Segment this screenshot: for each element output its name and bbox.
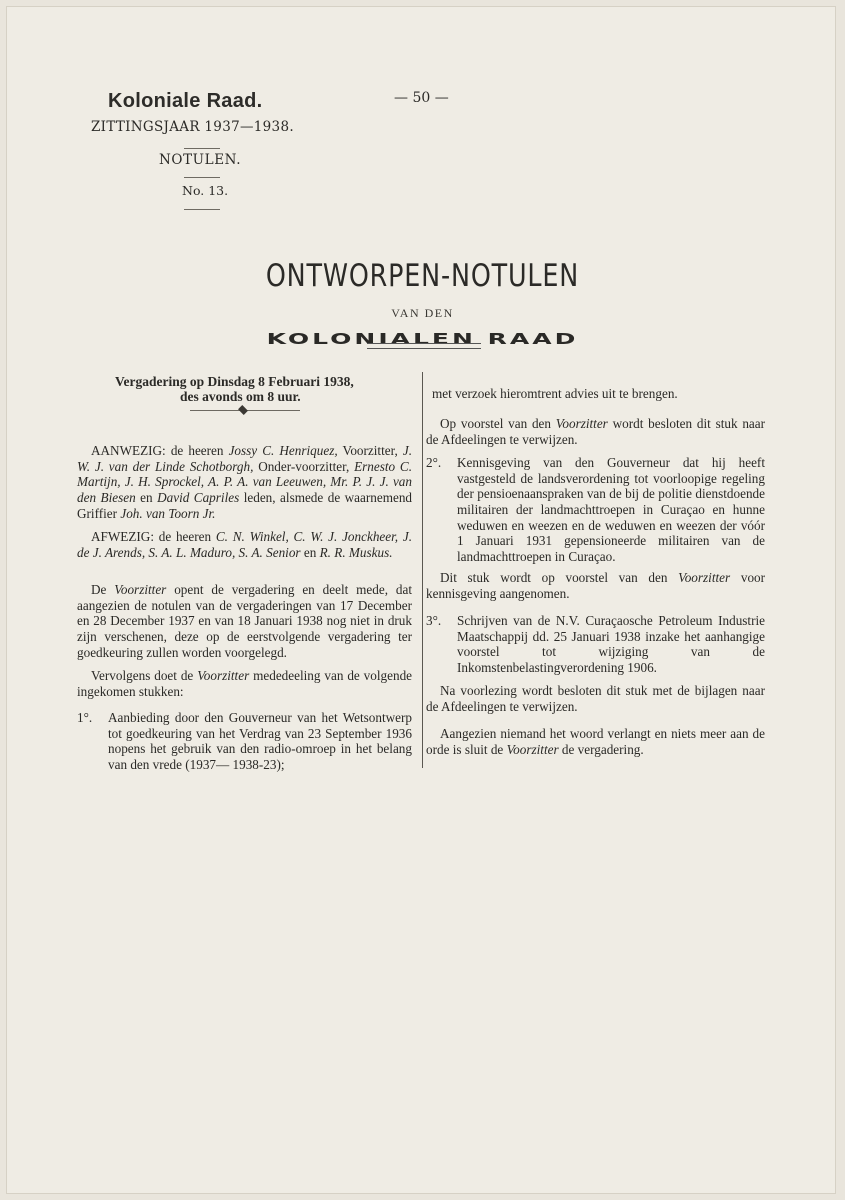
absent-label: AFWEZIG: [91, 529, 154, 545]
present-paragraph: AANWEZIG: de heeren Jossy C. Henriquez, Voorzitter, J. W. J. van der Linde Schotborgh, Onder-voorzitter, Ernesto C. Martijn, J. H. Sprockel, A. P. A. van Leeuwen, Mr. P. J. J. van den Biesen en David Capriles leden, alsmede de waarnemend Griffier Joh. van Toorn Jr. [77, 443, 413, 521]
item-2-decision: Dit stuk wordt op voorstel van den Voorzitter voor kennisgeving aangenomen. [426, 570, 766, 601]
opening-paragraph: De Voorzitter opent de vergadering en deelt mede, dat aangezien de notulen van de vergaderingen van 17 December en 28 December 1937 en van 18 Januari 1938 nog niet in druk zijn verschenen, deze op de eerstvolgende vergadering ter goedkeuring zullen worden voorgelegd. [77, 582, 413, 660]
document-title: ONTWORPEN-NOTULEN [265, 258, 580, 294]
ornate-title-underline [367, 343, 481, 349]
absent-paragraph: AFWEZIG: de heeren C. N. Winkel, C. W. J. Jonckheer, J. de J. Arends, S. A. L. Maduro, S. A. Senior en R. R. Muskus. [77, 529, 413, 560]
closing-paragraph: Aangezien niemand het woord verlangt en niets meer aan de orde is sluit de Voorzitter de vergadering. [426, 726, 765, 757]
meeting-heading-line2: des avonds om 8 uur. [180, 389, 301, 404]
header-rule-2 [184, 177, 220, 178]
item-3-number: 3°. [426, 613, 442, 629]
item-1-decision: Op voorstel van den Voorzitter wordt besloten dit stuk naar de Afdeelingen te verwijzen. [426, 416, 766, 447]
section-label: NOTULEN. [159, 152, 242, 168]
item-3: 3°. Schrijven van de N.V. Curaçaosche Petroleum Industrie Maatschappij dd. 25 Januari 1938 inzake het aanhangige voorstel tot wijziging van de Inkomstenbelastingverordening 1906. [426, 613, 765, 675]
document-subtitle: VAN DEN [391, 306, 454, 320]
item-2: 2°. Kennisgeving van den Gouverneur dat hij heeft vastgesteld de landsverordening tot voorloopige regeling der pensioenaanspraken van de bij de politie dienstdoende militairen der landmachttroepen in Curaçao en hunne weduwen en weezen en de weduwen en weezen der vóór 1 Januari 1931 gepensioneerde militairen van de landmachttroepen in Curaçao. [426, 455, 765, 564]
document-number: No. 13. [182, 183, 229, 198]
council-ornate-title: KOLONIALEN RAAD [266, 329, 579, 348]
announcement-paragraph: Vervolgens doet de Voorzitter mededeeling van de volgende ingekomen stukken: [77, 668, 413, 699]
council-title: Koloniale Raad. [108, 90, 263, 112]
column-divider [422, 372, 423, 768]
header-rule-3 [184, 209, 220, 210]
meeting-heading-line1: Vergadering op Dinsdag 8 Februari 1938, [115, 374, 354, 389]
item-1-continuation: met verzoek hieromtrent advies uit te brengen. [432, 386, 678, 402]
item-1: 1°. Aanbieding door den Gouverneur van het Wetsontwerp tot goedkeuring van het Verdrag van 23 September 1936 nopens het gebruik van den radio-omroep in het belang van den vrede (1937— 1938-23); [77, 710, 412, 772]
header-rule-1 [184, 148, 220, 149]
item-1-number: 1°. [77, 710, 93, 726]
item-2-number: 2°. [426, 455, 442, 471]
item-3-decision: Na voorlezing wordt besloten dit stuk met de bijlagen naar de Afdeelingen te verwijzen. [426, 683, 765, 714]
present-label: AANWEZIG: [91, 443, 166, 459]
session-year: ZITTINGSJAAR 1937—1938. [91, 119, 294, 135]
page-number: — 50 — [394, 90, 449, 106]
